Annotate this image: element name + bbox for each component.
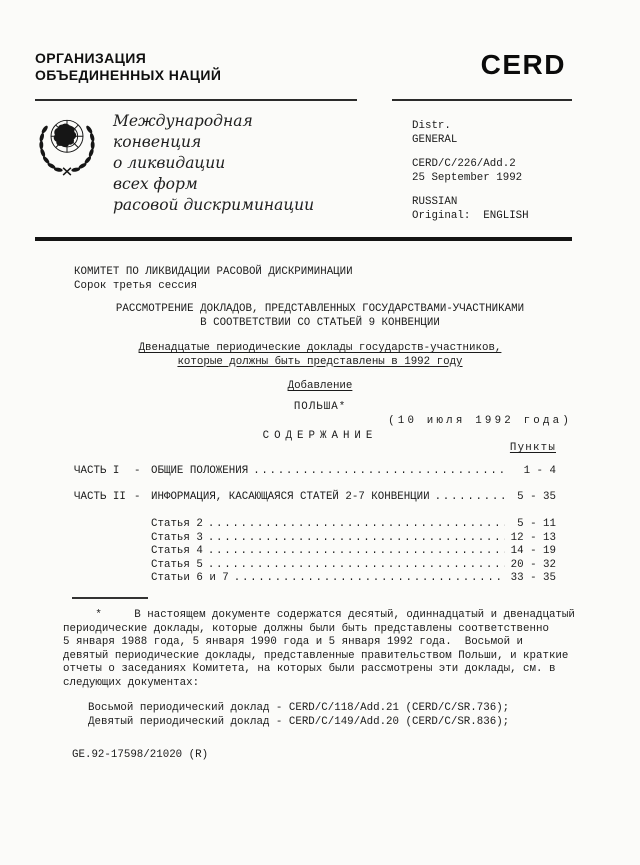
- report-subtitle: [70, 342, 570, 369]
- article-paragraphs: 20 - 32: [510, 558, 556, 571]
- convention-title-line: всех форм: [113, 175, 198, 193]
- original-language: Original: ENGLISH: [412, 209, 529, 222]
- toc-part-title: ИНФОРМАЦИЯ, КАСАЮЩАЯСЯ СТАТЕЙ 2-7 КОНВЕНЦИИ: [151, 491, 430, 503]
- un-org-name: [35, 50, 221, 83]
- toc-part-title: ОБЩИЕ ПОЛОЖЕНИЯ: [151, 465, 249, 477]
- report-heading-line1: РАССМОТРЕНИЕ ДОКЛАДОВ, ПРЕДСТАВЛЕННЫХ ГОСУДАРСТВАМИ-УЧАСТНИКАМИ: [115, 303, 525, 315]
- toc-part-row: [74, 491, 556, 505]
- article-title: Статья 3: [151, 531, 203, 544]
- footnote-line: 5 января 1988 года, 5 января 1990 года и 5 января 1992 года. Восьмой и: [63, 636, 524, 649]
- leader-dots: [234, 572, 505, 586]
- toc-article-row: [151, 518, 556, 532]
- report-subtitle-line2: которые должны быть представлены в 1992 году: [177, 355, 463, 368]
- leader-dots: [253, 465, 505, 479]
- toc-part-row: [74, 465, 556, 479]
- footnote-rule: [72, 597, 148, 599]
- article-title: Статья 4: [151, 545, 203, 558]
- footnote-references: [88, 702, 509, 729]
- toc-article-list: [151, 518, 556, 586]
- document-code: GE.92-17598/21020 (R): [72, 749, 209, 761]
- article-paragraphs: 12 - 13: [510, 531, 556, 544]
- toc-article-row: [151, 572, 556, 586]
- contents-title: СОДЕРЖАНИЕ: [262, 430, 378, 442]
- header-rule-right: [392, 99, 572, 101]
- footnote-line: следующих документах:: [63, 676, 200, 689]
- header-rule-left: [35, 99, 357, 101]
- toc-dash: -: [134, 465, 141, 477]
- submission-date: (10 июля 1992 года): [388, 415, 572, 427]
- toc-article-row: [151, 545, 556, 559]
- committee-block: [74, 266, 353, 293]
- document-date: 25 September 1992: [412, 171, 523, 184]
- footnote-line: * В настоящем документе содержатся десятый, одиннадцатый и двенадцатый: [63, 609, 575, 621]
- country-title: ПОЛЬША*: [293, 401, 347, 413]
- article-paragraphs: 5 - 11: [517, 518, 556, 530]
- article-title: Статья 2: [151, 518, 203, 530]
- un-emblem-icon: [36, 110, 98, 180]
- distribution-label: Distr.: [412, 120, 451, 132]
- leader-dots: [435, 491, 505, 505]
- article-title: Статьи 6 и 7: [151, 572, 229, 585]
- leader-dots: [208, 518, 505, 532]
- footnote-reference: Девятый периодический доклад - CERD/C/149/Add.20 (CERD/C/SR.836);: [88, 715, 510, 728]
- report-subtitle-line1: Двенадцатые периодические доклады государств-участников,: [138, 342, 502, 354]
- article-paragraphs: 33 - 35: [510, 572, 556, 585]
- article-title: Статья 5: [151, 558, 203, 571]
- convention-title-line: расовой дискриминации: [113, 196, 315, 214]
- document-number: CERD/C/226/Add.2: [412, 158, 516, 171]
- report-heading: [70, 303, 570, 330]
- footnote-reference: Восьмой периодический доклад - CERD/C/118/Add.21 (CERD/C/SR.736);: [88, 702, 510, 714]
- distribution-class: GENERAL: [412, 133, 458, 146]
- session-label: Сорок третья сессия: [74, 279, 198, 292]
- convention-title: [113, 111, 314, 216]
- paragraphs-column-header: Пункты: [509, 442, 556, 454]
- leader-dots: [208, 532, 505, 546]
- cerd-acronym: CERD: [480, 49, 566, 80]
- leader-dots: [208, 559, 505, 573]
- convention-title-line: конвенция: [113, 133, 202, 151]
- distribution-block: [412, 120, 529, 224]
- toc-part-paragraphs: 5 - 35: [517, 491, 556, 503]
- un-org-name-line1: ОРГАНИЗАЦИЯ: [35, 50, 147, 66]
- convention-title-line: о ликвидации: [113, 154, 226, 172]
- toc-part-label: ЧАСТЬ II: [74, 491, 126, 503]
- toc-part-paragraphs: 1 - 4: [523, 465, 556, 477]
- document-language: RUSSIAN: [412, 196, 458, 209]
- addendum-label: Добавление: [287, 380, 353, 392]
- convention-title-line: Международная: [113, 112, 253, 130]
- un-org-name-line2: ОБЪЕДИНЕННЫХ НАЦИЙ: [35, 66, 222, 83]
- toc-article-row: [151, 559, 556, 573]
- report-heading-line2: В СООТВЕТСТВИИ СО СТАТЬЕЙ 9 КОНВЕНЦИИ: [200, 316, 440, 329]
- separator-rule: [35, 237, 572, 241]
- toc-dash: -: [134, 491, 141, 503]
- leader-dots: [208, 545, 505, 559]
- footnote-line: отчеты о заседаниях Комитета, на которых были рассмотрены эти доклады, см. в: [63, 663, 556, 676]
- committee-title: КОМИТЕТ ПО ЛИКВИДАЦИИ РАСОВОЙ ДИСКРИМИНАЦИИ: [74, 266, 353, 278]
- footnote-line: девятый периодические доклады, представленные правительством Польши, и краткие: [63, 649, 569, 662]
- footnote: [63, 609, 583, 691]
- footnote-line: периодические доклады, которые должны были быть представлены соответственно: [63, 622, 549, 635]
- toc-article-row: [151, 532, 556, 546]
- toc-part-label: ЧАСТЬ I: [74, 465, 120, 477]
- article-paragraphs: 14 - 19: [510, 545, 556, 558]
